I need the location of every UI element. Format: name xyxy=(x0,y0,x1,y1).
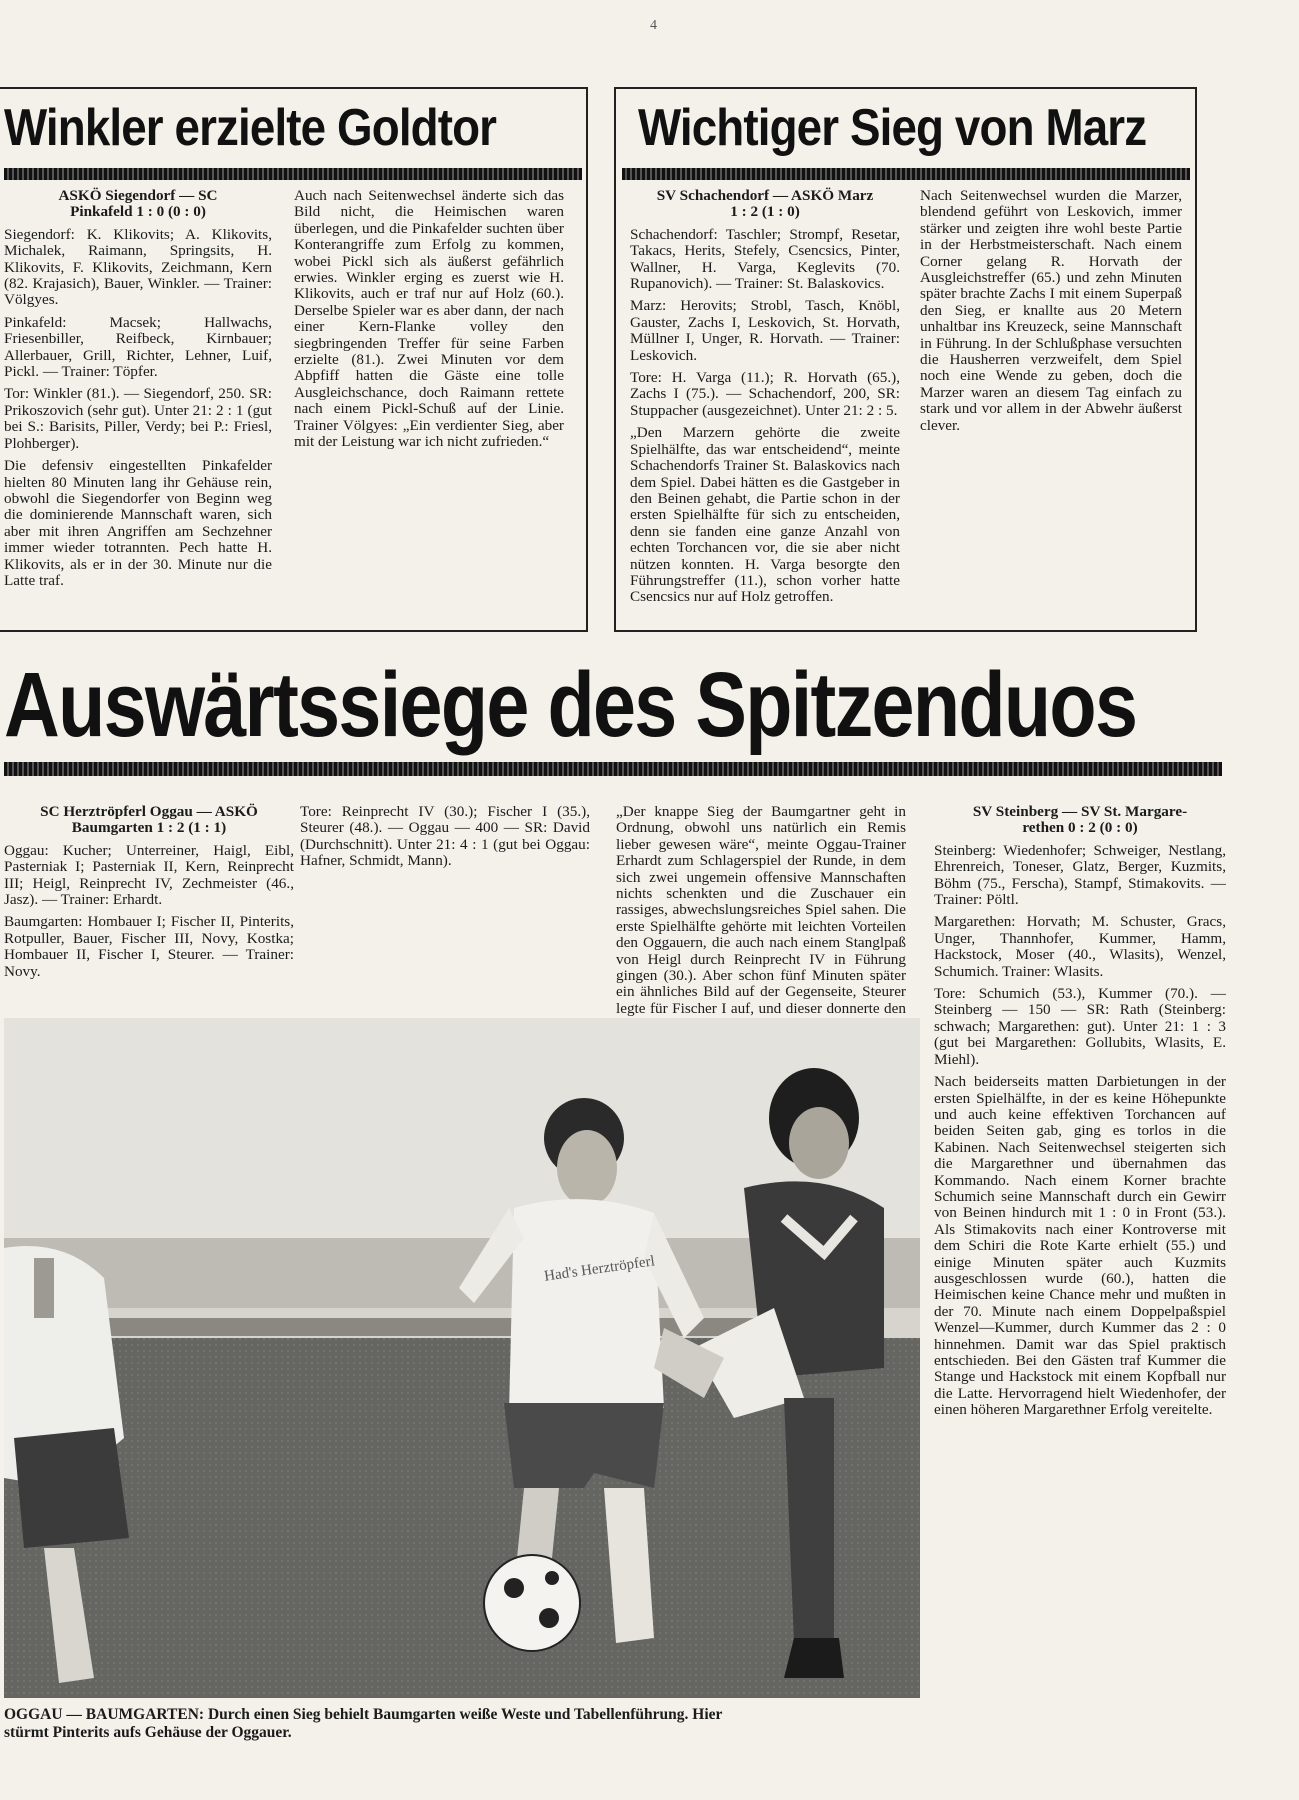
jersey-text: Had's Herztröpferl xyxy=(543,1253,656,1285)
match-line-2: rethen 0 : 2 (0 : 0) xyxy=(1022,819,1138,837)
report-paragraph: Auch nach Seitenwechsel änderte sich das Bild nicht, die Heimischen waren überlegen, und die Pinkafelder suchten über Konterangriffe zum Erfolg zu kommen, wobei Pickl sich als äußerst gefährlich erwies. Winkler erging es zuerst wie H. Klikovits, auch er traf nur auf Holz (60.). Derselbe Spieler war es aber dann, der nach einer Kern-Flanke volley den siegbringenden Treffer für seine Farben erzielte (81.). Zwei Minuten vor dem Abpfiff hatten die Gäste eine tolle Ausgleichschance, doch Raimann rettete nach einem Pickl-Schuß auf der Linie. Trainer Völgyes: „Ein verdienter Sieg, aber mit der Leistung war ich nicht zufrieden.“ xyxy=(294,187,564,451)
caption-line-2: stürmt Pinterits aufs Gehäuse der Oggauer. xyxy=(4,1724,292,1741)
headline-rule-marz xyxy=(622,168,1190,180)
report-paragraph: Nach beiderseits matten Darbietungen in der ersten Spielhälfte, in der es keine Höhepunkte und auch keine effektiven Torchancen auf beiden Seiten gab, ging es torlos in die Kabinen. Nach Seitenwechsel steigerten sich die Margarethner und übernahmen das Kommando. Nach einem Korner brachte Schumich seine Mannschaft durch ein Gewirr von Beinen hindurch mit 1 : 0 in Front (53.). Als Stimakovits nach einer Kontroverse mit dem Schiri die Rote Karte erhielt (55.) und einige Minuten später auch Kuzmits ausgeschlossen wurde (60.), hatten die Heimischen keine Chance mehr und mußten in der 70. Minute nach einem Doppelpaßspiel Wenzel—Kummer, durch Kummer das 2 : 0 hinnehmen. Damit war das Spiel praktisch entschieden. Bei den Gästen traf Kummer die Stange und Hackstock mit einem Kopfball nur die Latte. Hervorragend hielt Wiedenhofer, der einen höheren Margarethner Erfolg vereitelte. xyxy=(934,1073,1226,1419)
report-paragraph: Nach Seitenwechsel wurden die Marzer, blendend geführt von Leskovich, immer stärker und zeigten ihre wohl beste Partie in der Herbstmeisterschaft. Nach einem Corner gelang R. Horvath der Ausgleichstreffer (65.) und zehn Minuten später brachte Zachs I mit einem Superpaß den Sieg, er knallte aus 20 Metern unhaltbar ins Kreuzeck, seine Mannschaft in Führung. In der Schlußphase versuchten die Hausherren verzweifelt, dem Spiel noch eine Wende zu geben, doch die Marzer waren an diesem Tag einfach zu stark und vor allem in der Abwehr äußerst clever. xyxy=(920,187,1182,434)
article-oggau-col-2 xyxy=(300,804,590,1010)
lineup-baumgarten: Baumgarten: Hombauer I; Fischer II, Pinterits, Rotpuller, Bauer, Fischer III, Novy, Kostka; Hombauer II, Fischer I, Steurer. — Trainer: Novy. xyxy=(4,913,294,980)
headline-winkler: Winkler erzielte Goldtor xyxy=(4,99,497,157)
report-paragraph: „Den Marzern gehörte die zweite Spielhälfte, das war entscheidend“, meinte Schachendorfs Trainer St. Balaskovics nach dem Spiel. Dabei hätten es die Gastgeber in den Beinen gehabt, die Partie schon in der ersten Spielhälfte für sich zu entscheiden, denn sie fanden eine ganze Anzahl von echten Torchancen vor, die sie aber nicht nützen konnten. H. Varga besorgte den Führungstreffer (11.), schon vorher hatte Csencsics nur auf Holz getroffen. xyxy=(630,424,900,606)
lineup-steinberg: Steinberg: Wiedenhofer; Schweiger, Nestlang, Ehrenreich, Toneser, Glatz, Berger, Kuzmits, Böhm (75., Ferscha), Stampf, Stimakovits. — Trainer: Pöltl. xyxy=(934,841,1226,909)
article-winkler-col-1 xyxy=(4,188,272,613)
lineup-siegendorf: Siegendorf: K. Klikovits; A. Klikovits, Michalek, Raimann, Springsits, H. Klikovits, F. Klikovits, Zeichmann, Kern (82. Krajasich), Bauer, Winkler. — Trainer: Völgyes. xyxy=(4,225,272,309)
photo-caption xyxy=(4,1706,914,1742)
match-heading xyxy=(630,188,900,221)
headline-marz: Wichtiger Sieg von Marz xyxy=(638,99,1147,157)
match-line-1: SV Steinberg — SV St. Margare- xyxy=(972,803,1188,820)
article-marz-col-1 xyxy=(630,188,900,613)
report-paragraph: Die defensiv eingestellten Pinkafelder hielten 80 Minuten lang ihr Gehäuse rein, obwohl die Siegendorfer von Beginn weg die dominierende Mannschaft waren, sich aber mit ihren Angriffen am Sechzehner immer wieder totrannten. Pech hatte H. Klikovits, als er in der 30. Minute nur die Latte traf. xyxy=(4,457,272,589)
article-winkler-col-2 xyxy=(294,188,564,613)
match-photo-illustration xyxy=(4,1018,920,1698)
match-heading xyxy=(934,804,1226,837)
report-paragraph: „Der knappe Sieg der Baumgartner geht in Ordnung, obwohl uns natürlich ein Remis lieber gewesen wäre“, meinte Oggau-Trainer Erhardt zum Schlagerspiel der Runde, in dem sich zwei ungemein offensive Mannschaften nichts schenkten und die Zuschauer ein rassiges, abwechslungsreiches Spiel sahen. Die erste Spielhälfte gehörte mit leichten Vorteilen den Oggauern, die auch nach einem Stanglpaß von Heigl durch Reinprecht IV in Führung gingen (30.). Aber schon fünf Minuten später ein ähnliches Bild auf der Gegenseite, Steurer legte für Fischer I auf, und dieser donnerte den xyxy=(616,803,906,1017)
article-oggau-col-3 xyxy=(616,803,906,1017)
match-line-1: SC Herztröpferl Oggau — ASKÖ xyxy=(40,803,258,820)
goals-summary: Tor: Winkler (81.). — Siegendorf, 250. SR: Prikoszovich (sehr gut). Unter 21: 2 : 1 (gut bei S.: Barisits, Piller, Verdy; bei P.: Friesl, Plohberger). xyxy=(4,385,272,452)
match-line-2: Baumgarten 1 : 2 (1 : 1) xyxy=(71,819,227,837)
lineup-oggau: Oggau: Kucher; Unterreiner, Haigl, Eibl, Pasterniak I; Pasterniak II, Kern, Reinprecht III; Heigl, Reinprecht IV, Zechmeister (46., Jasz). — Trainer: Erhardt. xyxy=(4,841,294,909)
headline-rule-winkler xyxy=(4,168,582,180)
article-marz-col-2 xyxy=(920,188,1182,613)
headline-spitzenduo: Auswärtssiege des Spitzenduos xyxy=(4,654,1137,756)
match-line-2: 1 : 2 (1 : 0) xyxy=(730,203,800,221)
lineup-marz: Marz: Herovits; Strobl, Tasch, Knöbl, Gauster, Zachs I, Leskovich, St. Horvath, Müllner I, Unger, R. Horvath. — Trainer: Leskovich. xyxy=(630,297,900,364)
caption-line-1: OGGAU — BAUMGARTEN: Durch einen Sieg behielt Baumgarten weiße Weste und Tabellenführung. Hier xyxy=(4,1706,723,1723)
goals-summary: Tore: Schumich (53.), Kummer (70.). — Steinberg — 150 — SR: Rath (Steinberg: schwach; Margarethen: gut). Unter 21: 1 : 3 (gut bei Margarethen: Gollubits, Wlasits, E. Miehl). xyxy=(934,985,1226,1068)
goals-summary: Tore: H. Varga (11.); R. Horvath (65.), Zachs I (75.). — Schachendorf, 200, SR: Stuppacher (ausgezeichnet). Unter 21: 2 : 5. xyxy=(630,369,900,419)
match-heading xyxy=(4,188,272,221)
match-heading xyxy=(4,804,294,837)
page-mark: 4 xyxy=(650,18,657,33)
article-oggau-col-1 xyxy=(4,804,294,1010)
goals-summary: Tore: Reinprecht IV (30.); Fischer I (35.), Steurer (48.). — Oggau — 400 — SR: David (Durchschnitt). Unter 21: 4 : 1 (gut bei Oggau: Hafner, Schmidt, Mann). xyxy=(300,803,590,870)
match-photo xyxy=(4,1018,920,1698)
headline-rule-spitzenduo xyxy=(4,762,1222,776)
match-line-2: Pinkafeld 1 : 0 (0 : 0) xyxy=(70,203,206,221)
lineup-margarethen: Margarethen: Horvath; M. Schuster, Gracs, Unger, Thannhofer, Kummer, Hamm, Hackstock, Moser (40., Wlasits), Wenzel, Schumich. Trainer: Wlasits. xyxy=(934,913,1226,980)
article-steinberg-col xyxy=(934,804,1226,1744)
match-line-1: ASKÖ Siegendorf — SC xyxy=(58,187,218,204)
lineup-schachendorf: Schachendorf: Taschler; Strompf, Resetar, Takacs, Herits, Stefely, Csencsics, Pinter, Wallner, H. Varga, Keglevits (70. Rupanovich). — Trainer: St. Balaskovics. xyxy=(630,225,900,293)
lineup-pinkafeld: Pinkafeld: Macsek; Hallwachs, Friesenbiller, Reifbeck, Kirnbauer; Allerbauer, Grill, Richter, Lehner, Luif, Pickl. — Trainer: Töpfer. xyxy=(4,313,272,381)
match-line-1: SV Schachendorf — ASKÖ Marz xyxy=(656,187,874,204)
